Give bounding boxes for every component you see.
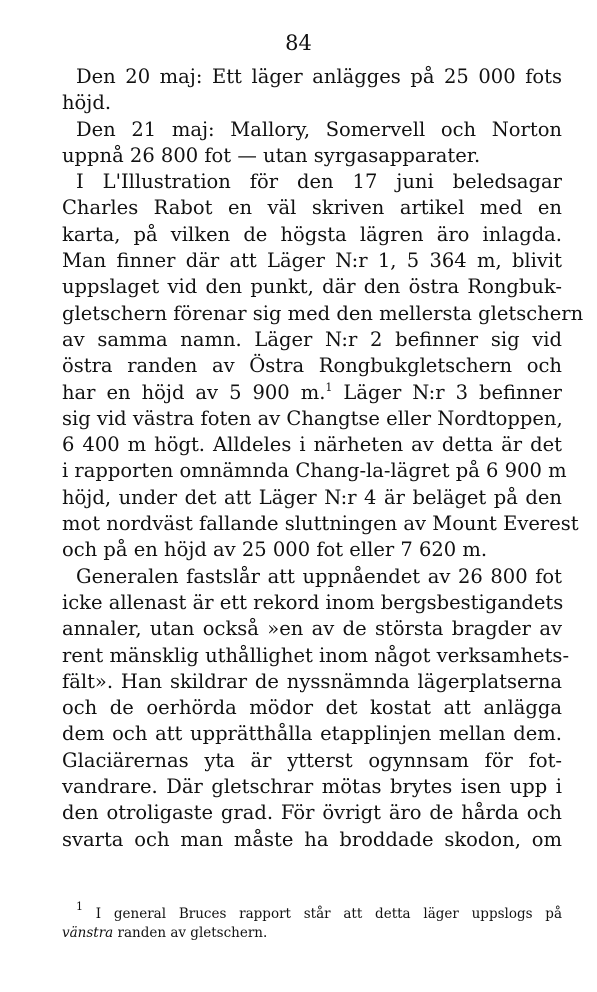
- text-line-content: uppslaget vid den punkt, där den östra Rongbuk-: [62, 275, 562, 299]
- text-line: [62, 458, 567, 484]
- text-line-content: Glaciärernas yta är ytterst ogynnsam för fot-: [62, 748, 562, 772]
- text-line-content: höjd, under det att Läger N:r 4 är beläget på den: [62, 485, 562, 509]
- text-line: [62, 748, 562, 774]
- text-line-content: dem och att upprätthålla etapplinjen mellan dem.: [62, 722, 562, 746]
- text-line: [62, 800, 562, 826]
- text-line-content: I L'Illustration för den 17 juni beledsagar: [76, 170, 562, 194]
- text-line-content: rent mänsklig uthållighet inom något verksamhets-: [62, 643, 570, 667]
- text-line: [62, 616, 562, 642]
- text-line-content: gletschern förenar sig med den mellersta gletschern: [62, 301, 584, 325]
- text-line-content: har en höjd av 5 900 m.: [62, 380, 326, 404]
- text-line-content: mot nordväst fallande sluttningen av Mount Everest: [62, 512, 579, 536]
- text-line: [62, 511, 579, 537]
- text-line: [62, 301, 584, 327]
- text-line-content: av samma namn. Läger N:r 2 befinner sig vid: [62, 327, 562, 351]
- text-line: [62, 695, 562, 721]
- text-line: [62, 274, 562, 300]
- text-line: [62, 564, 562, 590]
- text-line-content: vandrare. Där gletschrar mötas brytes isen upp i: [62, 775, 562, 799]
- text-line-content: icke allenast är ett rekord inom bergsbestigandets: [62, 590, 564, 614]
- text-line: [62, 353, 562, 379]
- text-line-content: den otroligaste grad. För övrigt äro de hårda och: [62, 801, 562, 825]
- text-line: [62, 64, 562, 90]
- footnote-line: [62, 900, 562, 924]
- text-line: [62, 827, 562, 853]
- text-line: [62, 485, 562, 511]
- text-line: [62, 432, 562, 458]
- text-line-content: och de oerhörda mödor det kostat att anlägga: [62, 696, 562, 720]
- footnote-text: I general Bruces rapport står att detta läger uppslogs på: [95, 906, 562, 922]
- text-line-content: Charles Rabot en väl skriven artikel med en: [62, 196, 562, 220]
- text-line-content: Den 21 maj: Mallory, Somervell och Norton: [76, 117, 562, 141]
- text-line: [62, 669, 562, 695]
- text-line-content: i rapporten omnämnda Chang-la-lägret på 6 900 m: [62, 459, 567, 483]
- text-line: [62, 537, 562, 563]
- footnote-text: randen av gletschern.: [113, 925, 268, 941]
- footnote: [62, 900, 562, 943]
- text-line-content: 6 400 m högt. Alldeles i närheten av detta är det: [62, 433, 562, 457]
- footnote-line: [62, 924, 562, 943]
- text-line-content: Läger N:r 3 befinner: [332, 380, 562, 404]
- text-line-content: karta, på vilken de högsta lägren äro inlagda.: [62, 222, 562, 246]
- text-line: [62, 195, 562, 221]
- footnote-reference: 1: [325, 380, 333, 394]
- page-number: 84: [285, 31, 312, 55]
- text-line: [62, 169, 562, 195]
- text-line-content: sig vid västra foten av Changtse eller Nordtoppen,: [62, 406, 563, 430]
- text-line: [62, 590, 562, 616]
- text-line-content: höjd.: [62, 91, 112, 115]
- footnote-marker: 1: [76, 900, 83, 913]
- text-line: [62, 90, 562, 116]
- text-line: [62, 222, 562, 248]
- text-line: [62, 774, 562, 800]
- text-line: [62, 248, 562, 274]
- text-line-content: och på en höjd av 25 000 fot eller 7 620 m.: [62, 538, 488, 562]
- text-line-content: svarta och man måste ha broddade skodon, om: [62, 827, 562, 851]
- text-line-content: annaler, utan också »en av de största bragder av: [62, 617, 562, 641]
- body-text: [62, 64, 584, 853]
- text-line: [62, 380, 562, 406]
- text-line-content: fält». Han skildrar de nyssnämnda lägerplatserna: [62, 669, 562, 693]
- text-line-content: Den 20 maj: Ett läger anlägges på 25 000 fots: [76, 65, 562, 88]
- text-line-content: Generalen fastslår att uppnåendet av 26 800 fot: [76, 564, 562, 588]
- text-line-content: östra randen av Östra Rongbukgletschern och: [62, 354, 562, 378]
- text-line-content: uppnå 26 800 fot — utan syrgasapparater.: [62, 143, 481, 167]
- text-line: [62, 143, 562, 169]
- text-line: [62, 117, 562, 143]
- text-line-content: Man finner där att Läger N:r 1, 5 364 m, blivit: [62, 249, 562, 273]
- footnote-italic-word: vänstra: [62, 925, 114, 941]
- text-line: [62, 643, 570, 669]
- text-line: [62, 327, 562, 353]
- text-line: [62, 406, 562, 432]
- text-line: [62, 721, 562, 747]
